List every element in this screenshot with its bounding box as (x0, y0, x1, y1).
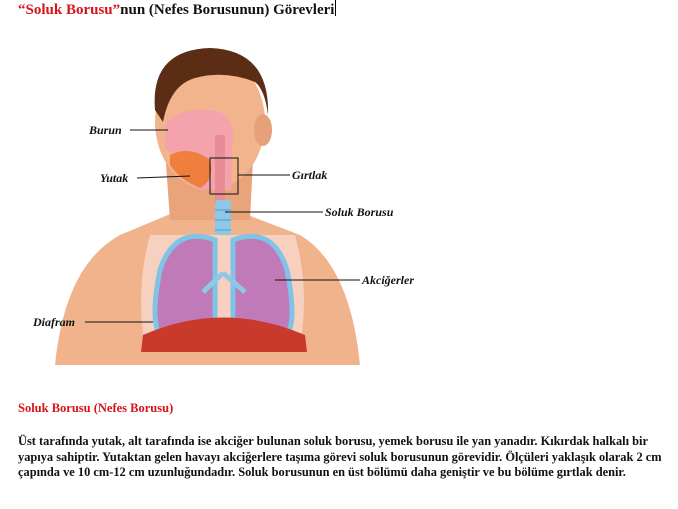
respiratory-system-illustration (25, 30, 425, 375)
body-paragraph: Üst tarafında yutak, alt tarafında ise akciğer bulunan soluk borusu, yemek borusu ile yan yanadır. Kıkırdak halkalı bir yapıya sahiptir. Yutaktan gelen havayı akciğerlere taşıma görevi soluk borusunun görevidir. Ölçüleri yaklaşık olarak 2 cm çapında ve 10 cm-12 cm uzunluğundadır. Soluk borusunun en üst bölümü daha geniştir ve bu bölüme gırtlak denir. (18, 434, 662, 480)
label-akcigerler: Akciğerler (362, 273, 414, 287)
page-title (18, 0, 336, 19)
label-girtlak: Gırtlak (292, 168, 328, 182)
ear (254, 114, 272, 146)
label-soluk-borusu: Soluk Borusu (325, 205, 394, 219)
title-quote: “Soluk Borusu” (18, 2, 121, 18)
label-diafram: Diafram (33, 315, 75, 329)
pharynx (215, 135, 225, 210)
label-yutak: Yutak (100, 171, 129, 185)
title-rest: nun (Nefes Borusunun) Görevleri (120, 2, 335, 18)
section-heading: Soluk Borusu (Nefes Borusu) (18, 401, 174, 415)
text-cursor (335, 0, 336, 16)
label-burun: Burun (89, 123, 122, 137)
